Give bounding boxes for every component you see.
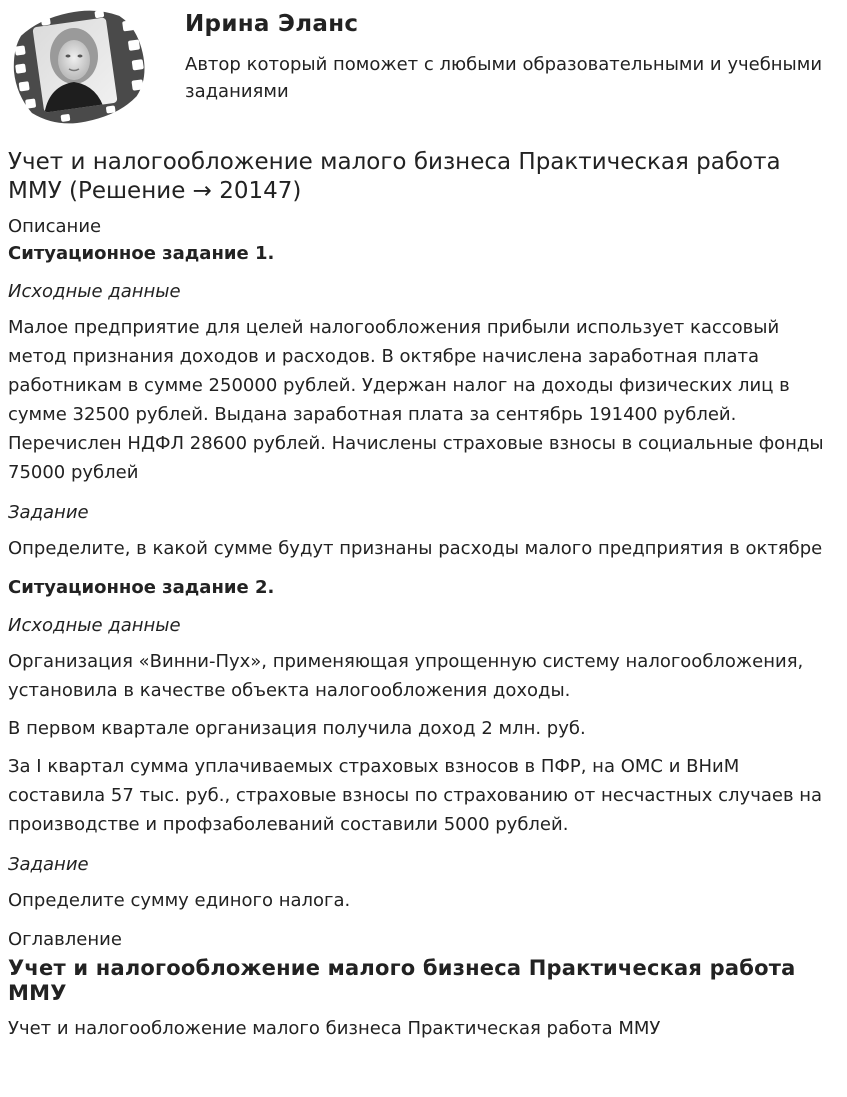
author-name[interactable]: Ирина Эланс [185, 11, 359, 37]
toc-label: Оглавление [8, 929, 122, 950]
author-avatar [8, 6, 150, 128]
task1-task-text: Определите, в какой сумме будут признаны расходы малого предприятия в октябре [8, 538, 823, 559]
task2-task-label: Задание [8, 854, 89, 875]
task2-paragraph: В первом квартале организация получила доход 2 млн. руб. [8, 718, 586, 739]
task1-heading: Ситуационное задание 1. [8, 243, 275, 264]
toc-title: Учет и налогообложение малого бизнеса Практическая работа ММУ [8, 956, 796, 1005]
task2-heading: Ситуационное задание 2. [8, 577, 275, 598]
document-content [8, 148, 840, 1041]
author-header [0, 0, 847, 140]
task2-paragraph: Организация «Винни-Пух», применяющая упрощенную систему налогообложения, установила в качестве объекта налогообложения доходы. [8, 651, 804, 701]
description-label: Описание [8, 216, 102, 237]
task1-task-label: Задание [8, 502, 89, 523]
task1-source-label: Исходные данные [8, 281, 181, 302]
task2-source-label: Исходные данные [8, 615, 181, 636]
avatar-filmstrip-image [8, 6, 150, 128]
document-title: Учет и налогообложение малого бизнеса Практическая работа ММУ (Решение → 20147) [8, 149, 781, 204]
task2-paragraph: За I квартал сумма уплачиваемых страховых взносов в ПФР, на ОМС и ВНиМ составила 57 тыс. руб., страховые взносы по страхованию от несчастных случаев на производстве и профзаболеваний составили 5000 рублей. [8, 756, 823, 835]
author-description: Автор который поможет с любыми образовательными и учебными заданиями [185, 54, 823, 102]
toc-item[interactable]: Учет и налогообложение малого бизнеса Практическая работа ММУ [8, 1018, 661, 1039]
task1-source-text: Малое предприятие для целей налогообложения прибыли использует кассовый метод признания доходов и расходов. В октябре начислена заработная плата работникам в сумме 250000 рублей. Удержан налог на доходы физических лиц в сумме 32500 рублей. Выдана заработная плата за сентябрь 191400 рублей. Перечислен НДФЛ 28600 рублей. Начислены страховые взносы в социальные фонды 75000 рублей [8, 317, 824, 483]
task2-task-text: Определите сумму единого налога. [8, 890, 351, 911]
